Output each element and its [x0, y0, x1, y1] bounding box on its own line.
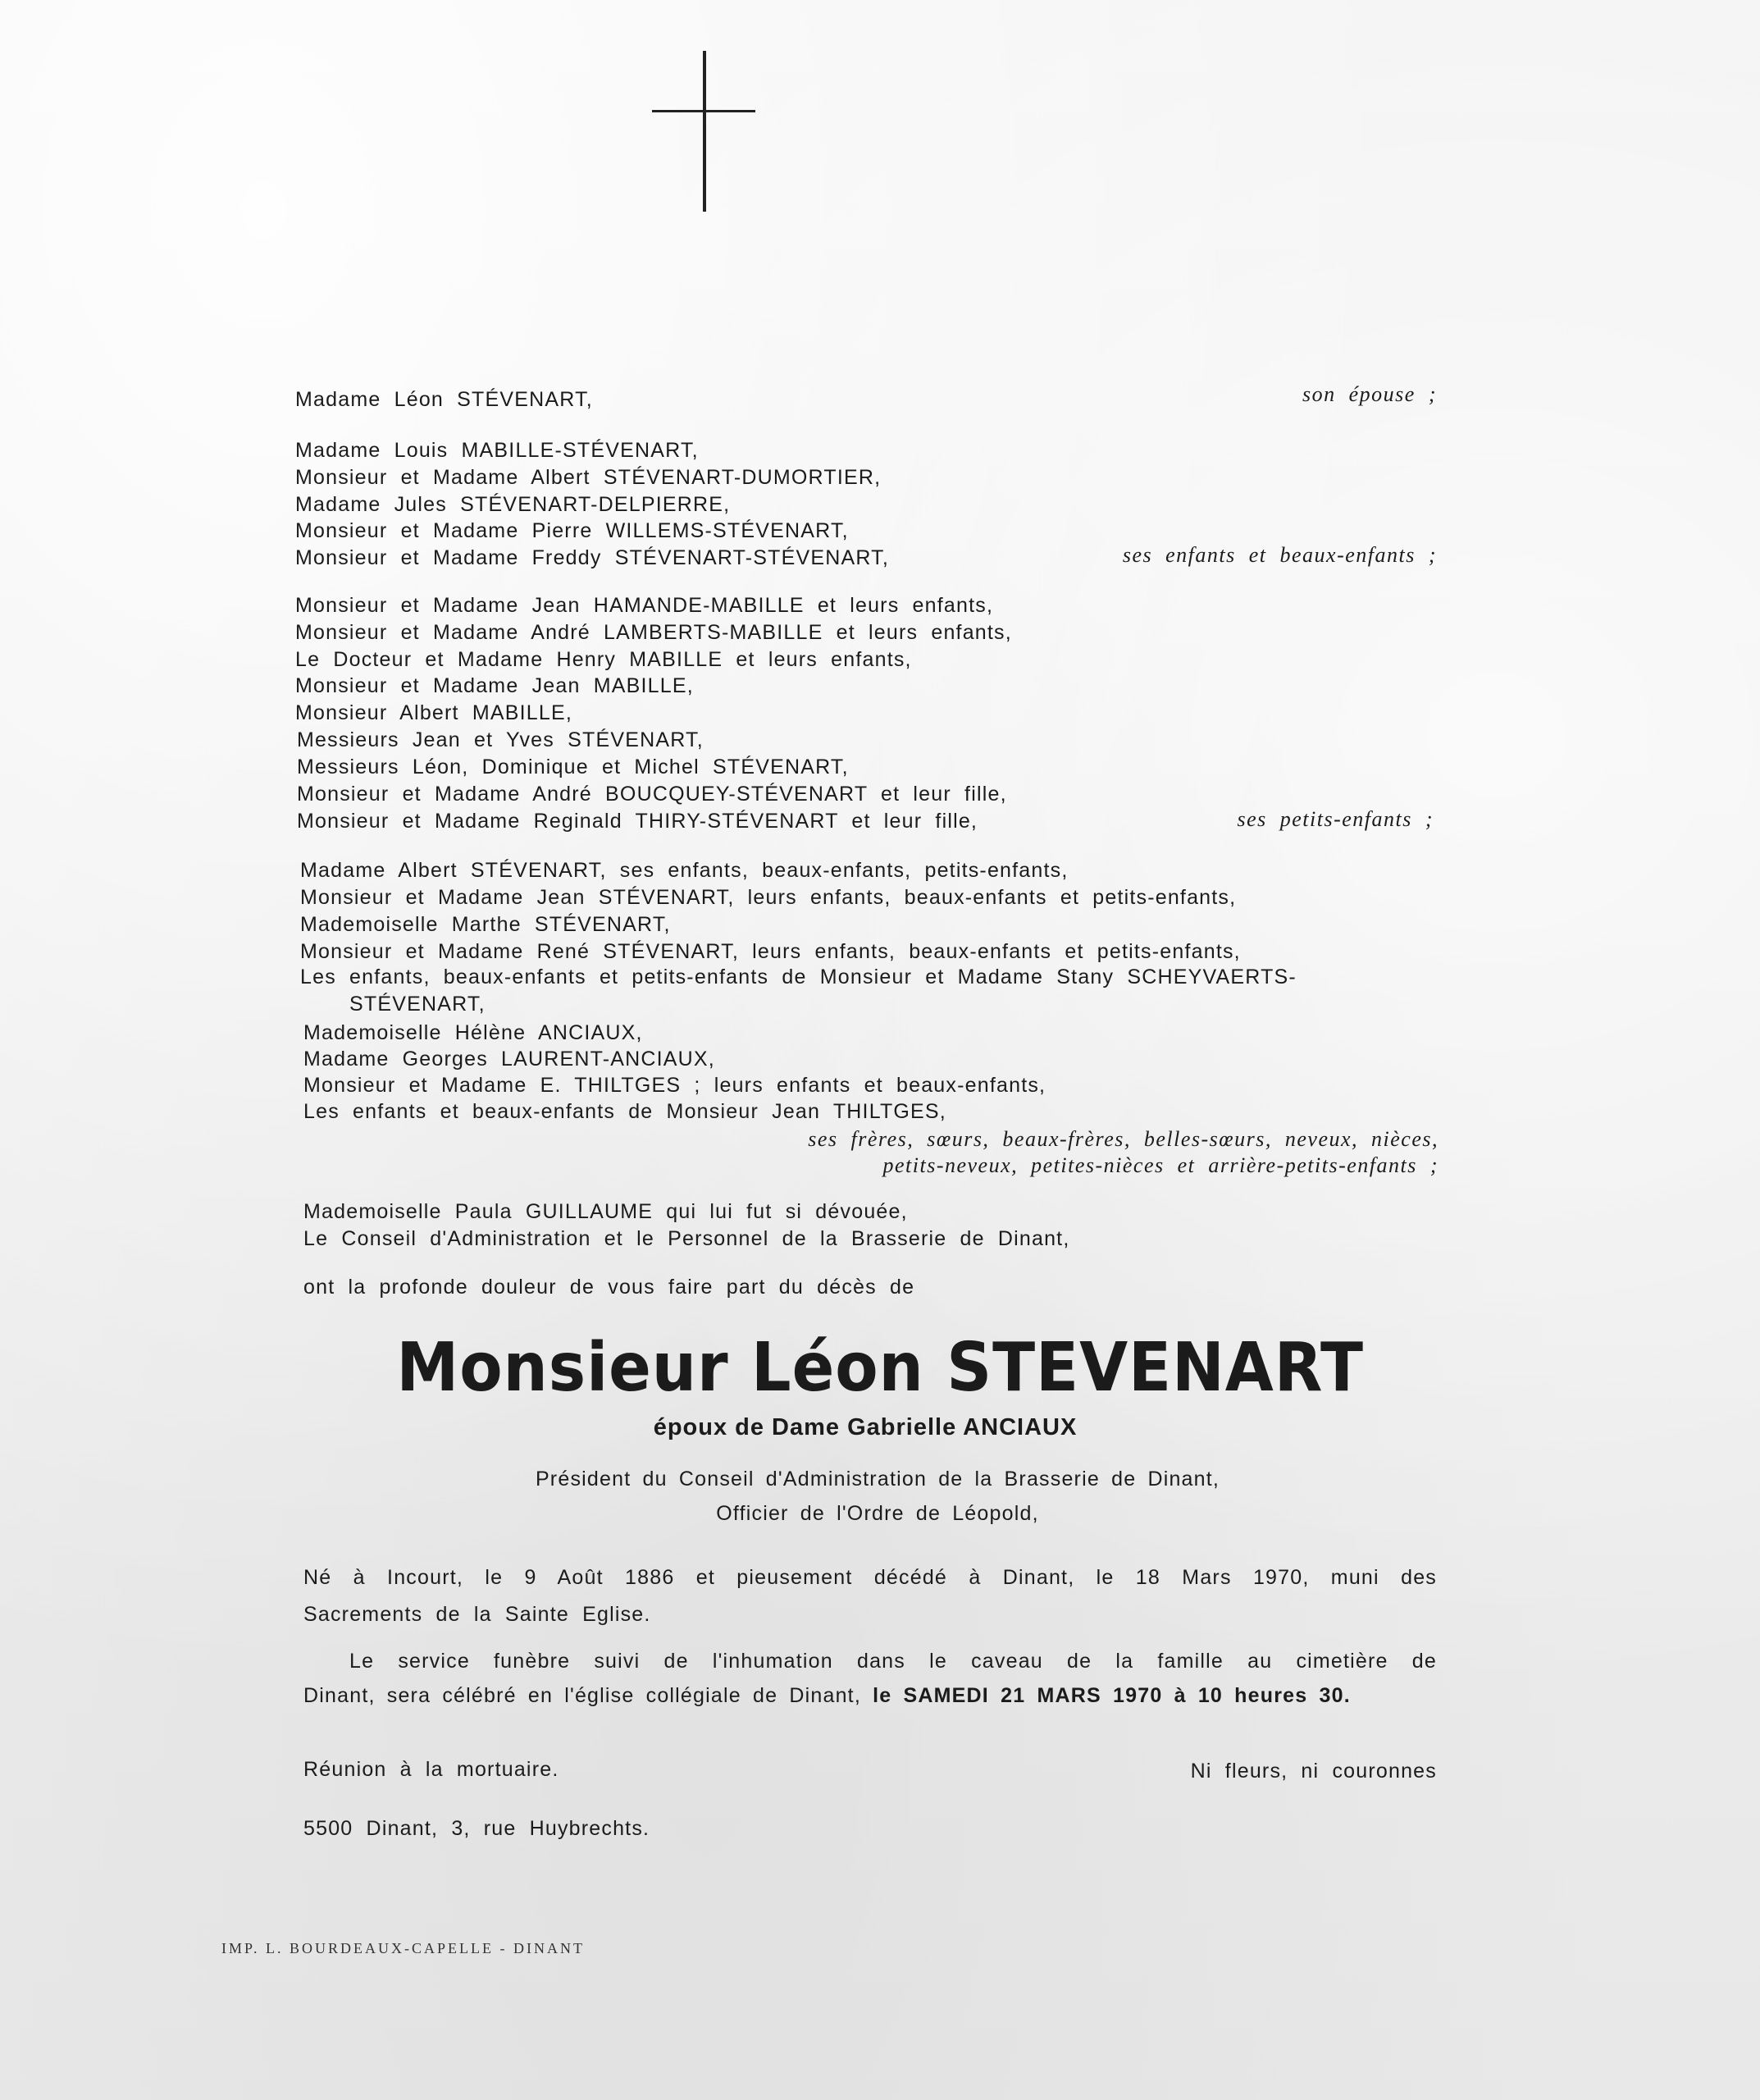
family-line: Monsieur et Madame Jean STÉVENART, leurs enfants, beaux-enfants et petits-enfants, — [300, 886, 1237, 909]
grandchildren-relation: ses petits-enfants ; — [1237, 807, 1434, 831]
meeting-line: Réunion à la mortuaire. — [303, 1758, 559, 1781]
printer-imprint: IMP. L. BOURDEAUX-CAPELLE - DINANT — [221, 1940, 585, 1956]
family-line: Madame Georges LAURENT-ANCIAUX, — [303, 1048, 715, 1071]
grandchildren-line: Monsieur et Madame Jean MABILLE, — [295, 674, 694, 697]
grandchildren-line: Le Docteur et Madame Henry MABILLE et leurs enfants, — [295, 648, 912, 671]
grandchildren-line: Monsieur et Madame Jean HAMANDE-MABILLE et leurs enfants, — [295, 594, 994, 617]
children-line: Monsieur et Madame Albert STÉVENART-DUMORTIER, — [295, 466, 882, 489]
announcement-line: ont la profonde douleur de vous faire part du décès de — [303, 1276, 915, 1299]
family-line: Mademoiselle Marthe STÉVENART, — [300, 913, 671, 936]
grandchildren-line: Monsieur Albert MABILLE, — [295, 701, 572, 724]
spouse-line: Madame Léon STÉVENART, — [295, 388, 593, 411]
service-line-1: Le service funèbre suivi de l'inhumation dans le caveau de la famille au cimetière de — [349, 1650, 1437, 1673]
family-line: STÉVENART, — [349, 993, 486, 1016]
deceased-title-2: Officier de l'Ordre de Léopold, — [716, 1502, 1039, 1525]
cross-horizontal-bar — [652, 110, 755, 112]
children-line: Monsieur et Madame Freddy STÉVENART-STÉVENART, — [295, 546, 889, 569]
other-mourner-line: Le Conseil d'Administration et le Personnel de la Brasserie de Dinant, — [303, 1227, 1070, 1250]
other-mourner-line: Mademoiselle Paula GUILLAUME qui lui fut si dévouée, — [303, 1200, 908, 1223]
children-line: Monsieur et Madame Pierre WILLEMS-STÉVENART, — [295, 519, 849, 542]
cross-vertical-bar — [703, 51, 706, 212]
grandchildren-line: Messieurs Léon, Dominique et Michel STÉVENART, — [297, 756, 849, 778]
service-line-2 — [303, 1683, 1351, 1708]
service-line-2-start: Dinant, sera célébré en l'église collégiale de Dinant, — [303, 1684, 861, 1707]
deceased-name: Monsieur Léon STEVENART — [396, 1329, 1364, 1407]
family-line: Mademoiselle Hélène ANCIAUX, — [303, 1021, 643, 1044]
grandchildren-line: Monsieur et Madame André BOUCQUEY-STÉVENART et leur fille, — [297, 783, 1007, 806]
family-relation-line-2: petits-neveux, petites-nièces et arrière-petits-enfants ; — [882, 1153, 1439, 1177]
address-line: 5500 Dinant, 3, rue Huybrechts. — [303, 1817, 650, 1840]
spouse-relation: son épouse ; — [1302, 382, 1437, 406]
cross-icon — [652, 51, 759, 212]
birth-death-line-2: Sacrements de la Sainte Eglise. — [303, 1603, 651, 1626]
children-line: Madame Louis MABILLE-STÉVENART, — [295, 439, 699, 462]
family-line: Monsieur et Madame René STÉVENART, leurs enfants, beaux-enfants et petits-enfants, — [300, 940, 1241, 963]
birth-death-line-1: Né à Incourt, le 9 Août 1886 et pieusement décédé à Dinant, le 18 Mars 1970, muni des — [303, 1566, 1437, 1589]
grandchildren-line: Monsieur et Madame André LAMBERTS-MABILLE et leurs enfants, — [295, 621, 1012, 644]
family-relation-line-1: ses frères, sœurs, beaux-frères, belles-sœurs, neveux, nièces, — [808, 1127, 1439, 1151]
family-line: Les enfants et beaux-enfants de Monsieur Jean THILTGES, — [303, 1100, 946, 1123]
family-line: Madame Albert STÉVENART, ses enfants, beaux-enfants, petits-enfants, — [300, 859, 1069, 882]
grandchildren-line: Messieurs Jean et Yves STÉVENART, — [297, 728, 704, 751]
flowers-line: Ni fleurs, ni couronnes — [1190, 1760, 1437, 1783]
deceased-spouse: époux de Dame Gabrielle ANCIAUX — [653, 1414, 1078, 1440]
family-line: Monsieur et Madame E. THILTGES ; leurs enfants et beaux-enfants, — [303, 1074, 1046, 1097]
deceased-title-1: Président du Conseil d'Administration de la Brasserie de Dinant, — [535, 1468, 1220, 1491]
children-relation: ses enfants et beaux-enfants ; — [1122, 543, 1437, 567]
family-line: Les enfants, beaux-enfants et petits-enfants de Monsieur et Madame Stany SCHEYVAERTS- — [300, 966, 1297, 988]
children-line: Madame Jules STÉVENART-DELPIERRE, — [295, 493, 731, 516]
service-date-time: le SAMEDI 21 MARS 1970 à 10 heures 30. — [873, 1684, 1351, 1707]
grandchildren-line: Monsieur et Madame Reginald THIRY-STÉVENART et leur fille, — [297, 810, 978, 833]
